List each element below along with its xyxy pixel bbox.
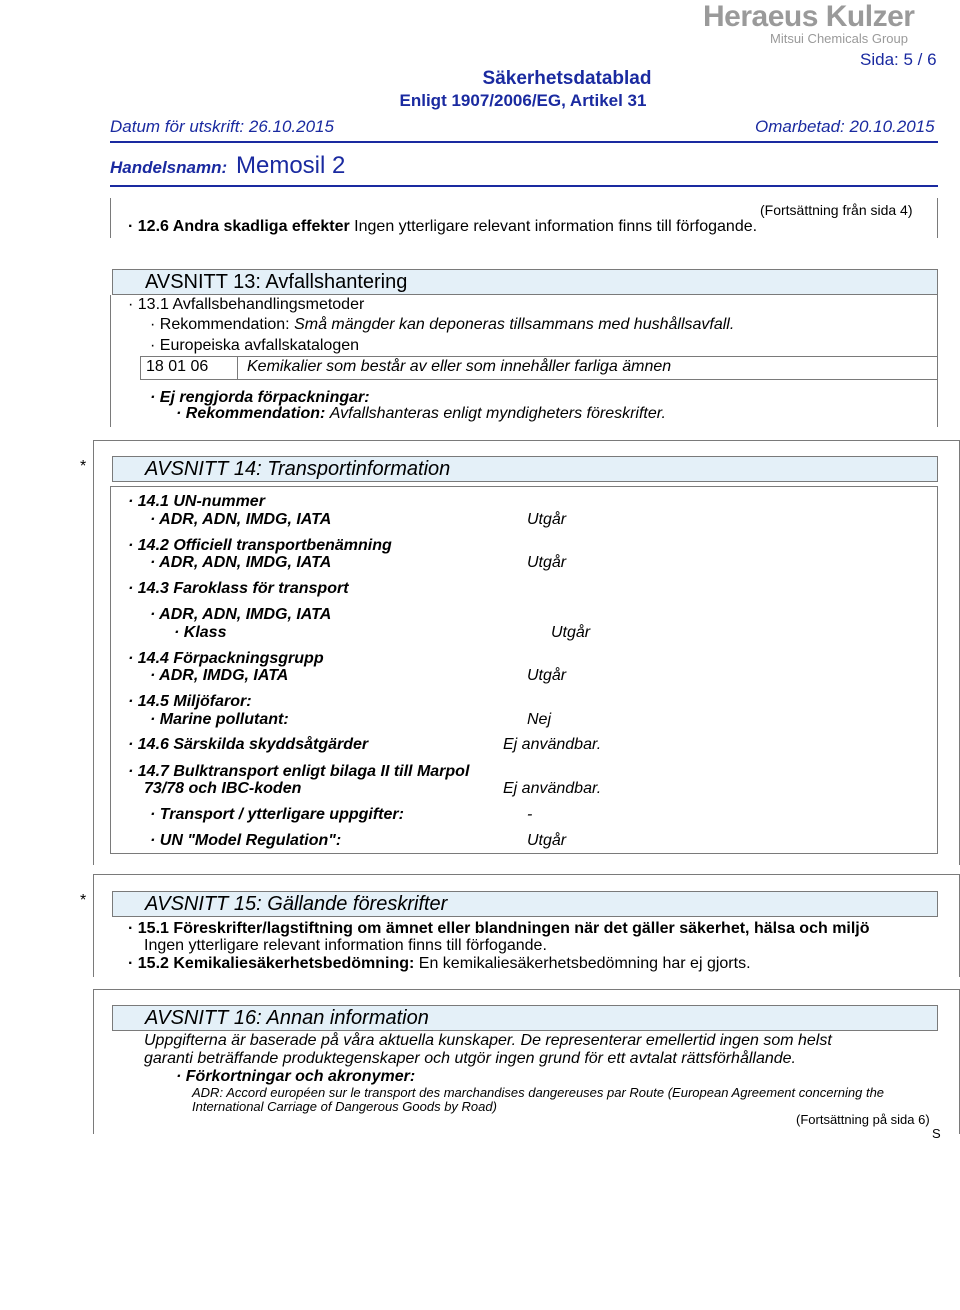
s13-packaging-recommendation: · Rekommendation: Avfallshanteras enligt myndigheters föreskrifter. bbox=[176, 405, 666, 422]
company-logo: Heraeus Kulzer bbox=[703, 0, 915, 33]
s14-2-modes: · ADR, ADN, IMDG, IATA bbox=[150, 554, 332, 571]
s14-1: · 14.1 UN-nummer bbox=[128, 493, 265, 510]
section-16-heading: AVSNITT 16: Annan information bbox=[112, 1005, 938, 1031]
document-subtitle: Enligt 1907/2006/EG, Artikel 31 bbox=[399, 91, 647, 110]
s14-un-model-value: Utgår bbox=[527, 832, 567, 849]
header-rule-2 bbox=[110, 185, 938, 187]
s14-6: · 14.6 Särskilda skyddsåtgärder bbox=[128, 736, 369, 753]
header-rule bbox=[110, 141, 938, 143]
s14-2: · 14.2 Officiell transportbenämning bbox=[128, 537, 392, 554]
s14-3-value: Utgår bbox=[551, 624, 591, 641]
company-logo-subtitle: Mitsui Chemicals Group bbox=[770, 31, 908, 46]
s13-eu-catalogue: · Europeiska avfallskatalogen bbox=[150, 337, 360, 354]
footer-mark: S bbox=[932, 1126, 941, 1141]
continued-on: (Fortsättning på sida 6) bbox=[796, 1112, 930, 1127]
section-13-heading: AVSNITT 13: Avfallshantering bbox=[112, 269, 938, 295]
s16-adr-line-2: International Carriage of Dangerous Goods by Road) bbox=[192, 1099, 497, 1114]
revision-date: Omarbetad: 20.10.2015 bbox=[755, 117, 935, 136]
s14-1-value: Utgår bbox=[527, 511, 567, 528]
s14-transport-extra-value: - bbox=[527, 806, 533, 823]
s13-recommendation: · Rekommendation: Små mängder kan deponeras tillsammans med hushållsavfall. bbox=[150, 316, 735, 333]
s16-abbreviations: · Förkortningar och akronymer: bbox=[176, 1068, 416, 1085]
s14-7-cont: 73/78 och IBC-koden bbox=[144, 780, 302, 797]
s14-5-value: Nej bbox=[527, 711, 552, 728]
s14-3: · 14.3 Faroklass för transport bbox=[128, 580, 349, 597]
s14-6-value: Ej användbar. bbox=[503, 736, 602, 753]
s14-4-value: Utgår bbox=[527, 667, 567, 684]
s14-7-value: Ej användbar. bbox=[503, 780, 602, 797]
section-14-heading: AVSNITT 14: Transportinformation bbox=[112, 456, 938, 482]
s16-para-2: garanti beträffande produktegenskaper och utgör ingen grund för ett avtalat rättsförhållande. bbox=[144, 1050, 796, 1067]
continued-from: (Fortsättning från sida 4) bbox=[760, 202, 913, 218]
section-15-heading: AVSNITT 15: Gällande föreskrifter bbox=[112, 891, 938, 917]
page-number: Sida: 5 / 6 bbox=[860, 50, 937, 69]
s14-7: · 14.7 Bulktransport enligt bilaga II till Marpol bbox=[128, 763, 470, 780]
waste-code-divider bbox=[237, 356, 238, 380]
change-marker-15: * bbox=[80, 892, 87, 909]
s14-2-value: Utgår bbox=[527, 554, 567, 571]
s16-adr-line-1: ADR: Accord européen sur le transport des marchandises dangereuses par Route (European Agreement concerning the bbox=[192, 1085, 885, 1100]
s12-6-line bbox=[128, 218, 757, 236]
s13-1: · 13.1 Avfallsbehandlingsmetoder bbox=[128, 296, 365, 313]
waste-code-text: Kemikalier som består av eller som innehåller farliga ämnen bbox=[247, 358, 672, 375]
s16-para-1: Uppgifterna är baserade på våra aktuella kunskaper. De representerar emellertid ingen som helst bbox=[144, 1032, 832, 1049]
s12-6-text: Ingen ytterligare relevant information finns till förfogande. bbox=[354, 218, 758, 235]
trade-name: Memosil 2 bbox=[236, 152, 346, 179]
s15-2: · 15.2 Kemikaliesäkerhetsbedömning: En kemikaliesäkerhetsbedömning har ej gjorts. bbox=[128, 955, 751, 972]
document-title: Säkerhetsdatablad bbox=[482, 68, 652, 89]
print-date: Datum för utskrift: 26.10.2015 bbox=[110, 117, 334, 136]
s14-5: · 14.5 Miljöfaror: bbox=[128, 693, 252, 710]
s14-3-modes: · ADR, ADN, IMDG, IATA bbox=[150, 606, 332, 623]
s13-uncleaned-packaging: · Ej rengjorda förpackningar: bbox=[150, 389, 370, 406]
s14-3-class: · Klass bbox=[174, 624, 227, 641]
s14-un-model: · UN "Model Regulation": bbox=[150, 832, 342, 849]
change-marker-14: * bbox=[80, 458, 87, 475]
s14-1-modes: · ADR, ADN, IMDG, IATA bbox=[150, 511, 332, 528]
waste-code: 18 01 06 bbox=[146, 358, 209, 375]
s15-1-text: Ingen ytterligare relevant information finns till förfogande. bbox=[144, 937, 547, 954]
trade-name-label: Handelsnamn: bbox=[110, 158, 228, 177]
s14-transport-extra: · Transport / ytterligare uppgifter: bbox=[150, 806, 404, 823]
s14-4-modes: · ADR, IMDG, IATA bbox=[150, 667, 289, 684]
s12-6-label: · 12.6 Andra skadliga effekter bbox=[128, 218, 350, 235]
s14-4: · 14.4 Förpackningsgrupp bbox=[128, 650, 324, 667]
s15-1: · 15.1 Föreskrifter/lagstiftning om ämnet eller blandningen när det gäller säkerhet, hälsa och miljö bbox=[128, 920, 870, 937]
s14-5-marine: · Marine pollutant: bbox=[150, 711, 289, 728]
